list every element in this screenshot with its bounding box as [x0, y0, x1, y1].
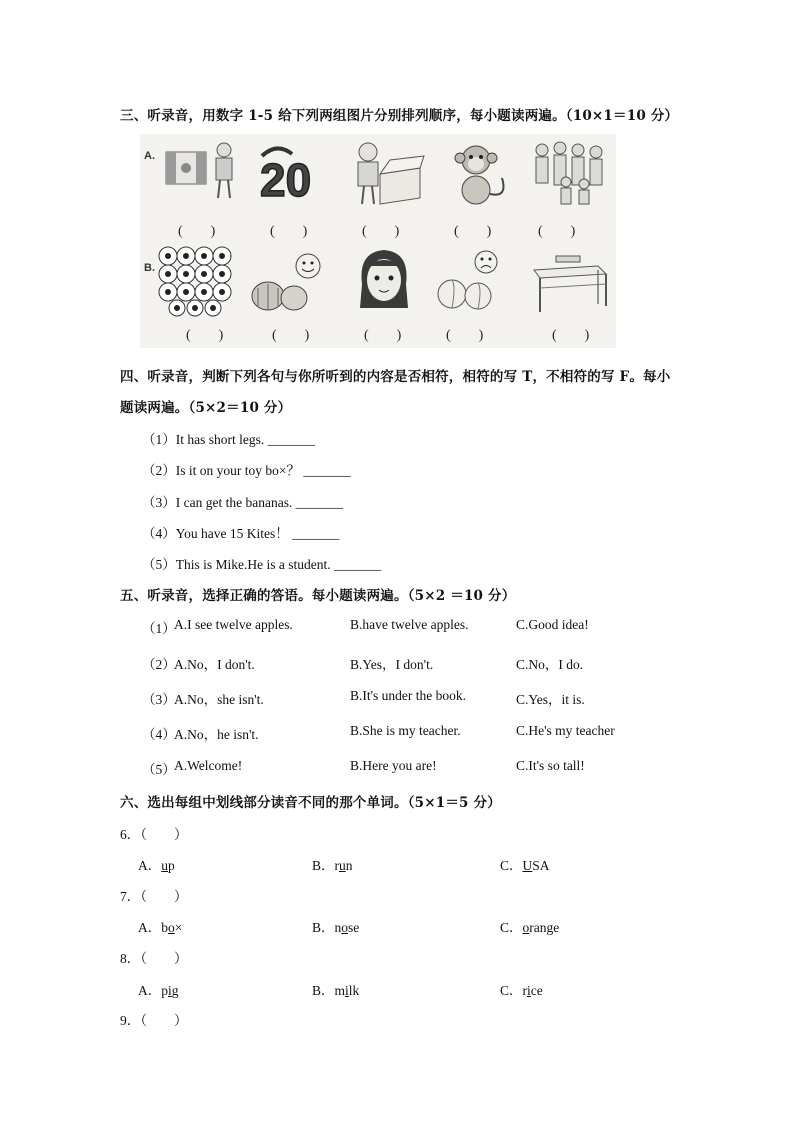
section5-q1-option-b[interactable]: B.have twelve apples.	[350, 617, 469, 632]
section5-q1-option-a[interactable]: A.I see twelve apples.	[174, 617, 293, 632]
option-a-suffix: g	[171, 983, 179, 998]
section4-item-1: （1）It has short legs. _______	[142, 432, 315, 447]
underlined-letter: o	[341, 920, 349, 935]
section3-title: 三、听录音，用数字 1-5 给下列两组图片分别排列顺序，每小题读两遍。（10×1＝10 分）	[120, 108, 679, 124]
flag-and-girl-picture	[160, 138, 242, 212]
underlined-letter: o	[168, 920, 175, 935]
question-8-number: 8．（ ）	[120, 951, 188, 966]
row-a-blank-2[interactable]: ( )	[270, 224, 308, 239]
question-6-option-b[interactable]	[312, 854, 353, 874]
section5-q4-number: （4）	[142, 727, 176, 742]
underlined-letter: i	[527, 983, 531, 998]
section5-q4-option-c[interactable]: C.He's my teacher	[516, 723, 615, 738]
section5-title: 五、听录音，选择正确的答语。每小题读两遍。（5×2 ＝10 分）	[120, 588, 516, 604]
question-7-number: 7．（ ）	[120, 889, 188, 904]
desk-picture	[526, 244, 608, 318]
option-b-suffix: se	[348, 920, 360, 935]
option-c-prefix: C．	[500, 920, 523, 935]
peaches-and-sad-face-picture	[430, 244, 512, 318]
option-a-suffix: ×	[174, 920, 183, 935]
row-a-blank-4[interactable]: ( )	[454, 224, 492, 239]
section5-q2-option-b[interactable]: B.Yes，I don't.	[350, 657, 434, 672]
underlined-letter: i	[168, 983, 172, 998]
section6-title: 六、选出每组中划线部分读音不同的那个单词。（5×1＝5 分）	[120, 795, 501, 811]
section5-q1-number: （1）	[142, 621, 176, 636]
section5-q2-option-c[interactable]: C.No，I do.	[516, 657, 584, 672]
svg-text:20: 20	[260, 154, 312, 206]
row-b-label: B.	[144, 262, 155, 274]
fruits-and-smiley-picture	[248, 244, 330, 318]
section5-q3-option-c[interactable]: C.Yes，it is.	[516, 692, 585, 707]
section5-q3-option-b[interactable]: B.It's under the book.	[350, 688, 467, 703]
option-c-suffix: SA	[532, 858, 550, 873]
section4-item-3: （3）I can get the bananas. _______	[142, 495, 343, 510]
row-b-blank-2[interactable]: ( )	[272, 328, 310, 343]
question-8-option-c[interactable]	[500, 979, 543, 999]
option-b-prefix: B．n	[312, 920, 342, 935]
option-a-prefix: A．	[138, 858, 162, 873]
underlined-letter: o	[522, 920, 530, 935]
question-7-option-a[interactable]	[138, 916, 182, 936]
monkey-picture	[436, 138, 518, 212]
section5-q2-option-a[interactable]: A.No，I don't.	[174, 657, 255, 672]
row-b-blank-3[interactable]: ( )	[364, 328, 402, 343]
section4-title-line2: 题读两遍。（5×2＝10 分）	[120, 400, 292, 416]
row-a-blank-1[interactable]: ( )	[178, 224, 216, 239]
row-b-blank-5[interactable]: ( )	[552, 328, 590, 343]
question-9-number: 9．（ ）	[120, 1013, 188, 1028]
family-picture	[528, 138, 610, 212]
option-c-prefix: C．	[500, 858, 523, 873]
question-7-option-c[interactable]	[500, 916, 559, 936]
row-b-blank-4[interactable]: ( )	[446, 328, 484, 343]
question-8-option-a[interactable]	[138, 979, 179, 999]
section4-item-5: （5）This is Mike.He is a student. _______	[142, 557, 382, 572]
section5-q5-option-a[interactable]: A.Welcome!	[174, 758, 243, 773]
section5-q5-option-c[interactable]: C.It's so tall!	[516, 758, 585, 773]
option-a-suffix: p	[168, 858, 175, 873]
section5-q2-number: （2）	[142, 657, 176, 672]
section5-q3-option-a[interactable]: A.No，she isn't.	[174, 692, 264, 707]
row-a-blank-3[interactable]: ( )	[362, 224, 400, 239]
section5-q1-option-c[interactable]: C.Good idea!	[516, 617, 589, 632]
option-c-suffix: range	[529, 920, 560, 935]
picture-panel	[140, 134, 616, 348]
section5-q4-option-a[interactable]: A.No，he isn't.	[174, 727, 259, 742]
question-6-number: 6．（ ）	[120, 827, 188, 842]
underlined-letter: u	[339, 858, 346, 873]
section5-q3-number: （3）	[142, 692, 176, 707]
underlined-letter: u	[161, 858, 168, 873]
section5-q5-number: （5）	[142, 762, 176, 777]
option-c-prefix: C．r	[500, 983, 527, 998]
section5-q5-option-b[interactable]: B.Here you are!	[350, 758, 437, 773]
row-a-blank-5[interactable]: ( )	[538, 224, 576, 239]
row-a-label: A.	[144, 150, 155, 162]
question-8-option-b[interactable]	[312, 979, 359, 999]
balls-picture	[156, 244, 238, 318]
section4-title-line1: 四、听录音，判断下列各句与你所听到的内容是否相符，相符的写 T，不相符的写 F。每小	[120, 369, 671, 385]
underlined-letter: i	[345, 983, 349, 998]
question-6-option-c[interactable]	[500, 854, 550, 874]
option-a-prefix: A．b	[138, 920, 168, 935]
section4-item-4: （4）You have 15 Kites！ _______	[142, 526, 340, 541]
boy-with-box-picture	[344, 138, 426, 212]
question-7-option-b[interactable]	[312, 916, 359, 936]
option-b-suffix: n	[345, 858, 353, 873]
row-b-blank-1[interactable]: ( )	[186, 328, 224, 343]
underlined-letter: U	[522, 858, 533, 873]
option-a-prefix: A．p	[138, 983, 168, 998]
question-6-option-a[interactable]	[138, 854, 175, 874]
number-20-picture	[252, 138, 334, 212]
option-b-suffix: lk	[348, 983, 360, 998]
option-b-prefix: B．m	[312, 983, 346, 998]
section4-item-2: （2）Is it on your toy bo×？ _______	[142, 463, 351, 478]
option-b-prefix: B．r	[312, 858, 339, 873]
section5-q4-option-b[interactable]: B.She is my teacher.	[350, 723, 461, 738]
option-c-suffix: ce	[530, 983, 543, 998]
girl-face-picture	[344, 244, 426, 318]
